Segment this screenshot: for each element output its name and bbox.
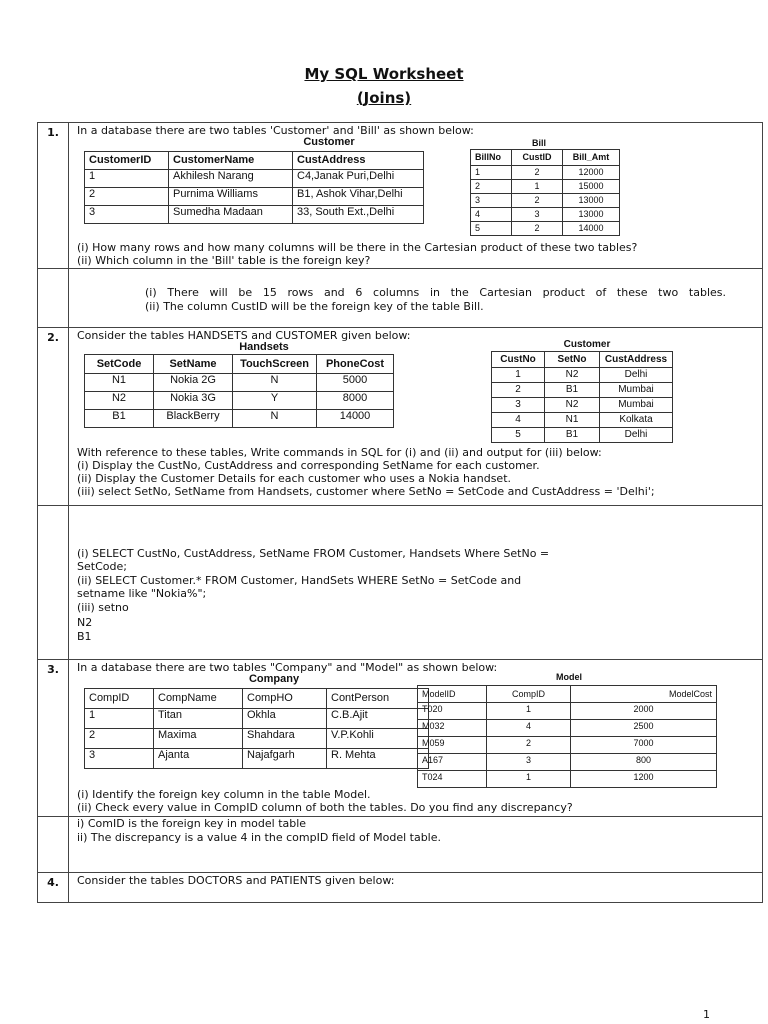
q1-row [38,123,763,269]
table-row [85,374,394,392]
table-cell: 2 [512,222,563,236]
q4-number: 4. [38,873,69,903]
table-cell: Akhilesh Narang [169,170,293,188]
q3-answer-i: i) ComID is the foreign key in model table [77,817,307,830]
table-cell: Nokia 3G [154,392,233,410]
q3-answer-cell [69,817,763,873]
table-row [85,709,429,729]
table-cell: Najafgarh [243,749,327,769]
table-cell: N [233,410,317,428]
q2-cell [69,328,763,506]
q3-company-table [84,688,429,769]
table-cell: 1 [492,368,545,383]
table-cell: 13000 [563,208,620,222]
table-cell: Okhla [243,709,327,729]
table-cell: N [233,374,317,392]
q1-bill-header: Bill_Amt [563,150,620,166]
q2-answer-line: (iii) setno [77,601,129,614]
q2-line: (i) Display the CustNo, CustAddress and corresponding SetName for each customer. [77,459,540,472]
table-cell: N2 [545,398,600,413]
table-cell: 14000 [563,222,620,236]
q1-customer-table [84,151,424,224]
table-cell: 15000 [563,180,620,194]
q2-handsets-header: SetCode [85,355,154,374]
table-cell: B1 [85,410,154,428]
table-row [492,398,673,413]
q1-question-ii: (ii) Which column in the 'Bill' table is the foreign key? [77,254,371,267]
table-cell: 2 [471,180,512,194]
table-cell: 2 [512,166,563,180]
q2-answer-line: (ii) SELECT Customer.* FROM Customer, HandSets WHERE SetNo = SetCode and [77,574,522,587]
table-cell: 2 [512,194,563,208]
q2-customer-caption: Customer [563,339,611,350]
q2-line: (iii) select SetNo, SetName from Handsets, customer where SetNo = SetCode and CustAddress = 'Delhi'; [77,485,655,498]
q1-customer-caption: Customer [303,136,355,148]
q1-answer-i: (i) There will be 15 rows and 6 columns in the Cartesian product of these two tables. [145,286,726,299]
q3-cell [69,660,763,817]
table-row [471,166,620,180]
table-cell: BlackBerry [154,410,233,428]
worksheet-table [37,122,763,903]
table-row [85,188,424,206]
table-cell: R. Mehta [327,749,429,769]
q2-answer-row [38,506,763,660]
table-row [418,771,717,788]
q4-row [38,873,763,903]
table-cell: N1 [85,374,154,392]
table-row [471,194,620,208]
q2-customer-table [491,351,673,443]
table-cell: 2 [85,729,154,749]
q1-bill-header: BillNo [471,150,512,166]
table-cell: 3 [487,754,571,771]
table-cell: 12000 [563,166,620,180]
q2-customer-header: CustAddress [600,352,673,368]
table-cell: B1, Ashok Vihar,Delhi [293,188,424,206]
table-cell: A167 [418,754,487,771]
table-cell: 2 [492,383,545,398]
q2-handsets-table [84,354,394,428]
q3-answer-row [38,817,763,873]
table-cell: 5 [471,222,512,236]
q3-company-header: CompID [85,689,154,709]
q2-line: (ii) Display the Customer Details for each customer who uses a Nokia handset. [77,472,512,485]
table-cell: 3 [85,749,154,769]
q3-number: 3. [38,660,69,817]
table-cell: B1 [545,383,600,398]
table-cell: 4 [487,720,571,737]
q2-line: With reference to these tables, Write commands in SQL for (i) and (ii) and output for (iii) below: [77,446,602,459]
q1-customer-header: CustomerName [169,152,293,170]
table-row [471,180,620,194]
q2-row [38,328,763,506]
table-cell: 1 [487,771,571,788]
q1-number: 1. [38,123,69,269]
q2-handsets-header: PhoneCost [317,355,394,374]
q3-model-header: ModelID [418,686,487,703]
table-cell: 3 [85,206,169,224]
table-cell: Nokia 2G [154,374,233,392]
page-number: 1 [703,1008,710,1021]
table-cell: B1 [545,428,600,443]
q1-bill-table [470,149,620,236]
table-row [85,410,394,428]
q2-handsets-caption: Handsets [239,341,289,353]
q3-model-table [417,685,717,788]
table-cell: 5000 [317,374,394,392]
table-cell: M059 [418,737,487,754]
q2-customer-header: SetNo [545,352,600,368]
q3-question-ii: (ii) Check every value in CompID column of both the tables. Do you find any discrepancy? [77,801,573,814]
table-cell: 14000 [317,410,394,428]
table-cell: V.P.Kohli [327,729,429,749]
table-row [492,383,673,398]
table-cell: N1 [545,413,600,428]
table-row [85,170,424,188]
q2-answer-line: (i) SELECT CustNo, CustAddress, SetName FROM Customer, Handsets Where SetNo = [77,547,550,560]
q3-model-header: CompID [487,686,571,703]
q1-bill-header: CustID [512,150,563,166]
table-cell: C.B.Ajit [327,709,429,729]
table-cell: 3 [492,398,545,413]
table-cell: T020 [418,703,487,720]
q1-customer-header: CustomerID [85,152,169,170]
table-cell: N2 [545,368,600,383]
q2-answer-cell [69,506,763,660]
table-row [85,392,394,410]
table-cell: 13000 [563,194,620,208]
table-cell: 800 [571,754,717,771]
table-row [418,703,717,720]
table-cell: 1 [512,180,563,194]
table-cell: 33, South Ext.,Delhi [293,206,424,224]
table-cell: 2000 [571,703,717,720]
table-cell: Mumbai [600,398,673,413]
table-cell: 1 [85,170,169,188]
q2-number: 2. [38,328,69,506]
q3-row [38,660,763,817]
table-cell: C4,Janak Puri,Delhi [293,170,424,188]
table-cell: Delhi [600,368,673,383]
table-cell: Purnima Williams [169,188,293,206]
table-cell: 3 [471,194,512,208]
q1-bill-caption: Bill [531,138,546,148]
table-cell: 2 [487,737,571,754]
table-cell: 1 [487,703,571,720]
table-row [492,368,673,383]
table-cell: 2500 [571,720,717,737]
q2-handsets-header: TouchScreen [233,355,317,374]
q1-prompt: In a database there are two tables 'Customer' and 'Bill' as shown below: [77,124,474,137]
q3-company-header: CompHO [243,689,327,709]
table-cell: 1200 [571,771,717,788]
table-cell: N2 [85,392,154,410]
table-cell: 8000 [317,392,394,410]
table-cell: Shahdara [243,729,327,749]
q3-model-header: ModelCost [571,686,717,703]
q1-answer-row [38,269,763,328]
table-cell: 1 [85,709,154,729]
page-title: My SQL Worksheet [304,65,464,83]
table-cell: Y [233,392,317,410]
q4-prompt: Consider the tables DOCTORS and PATIENTS given below: [77,874,395,887]
q3-prompt: In a database there are two tables "Company" and "Model" as shown below: [77,661,498,674]
q3-company-header: ContPerson [327,689,429,709]
table-cell: Titan [154,709,243,729]
table-cell: 2 [85,188,169,206]
table-row [492,413,673,428]
table-cell: 7000 [571,737,717,754]
table-cell: Delhi [600,428,673,443]
q1-answer-cell [69,269,763,328]
q2-answer-line: B1 [77,630,92,643]
page-subtitle: (Joins) [356,89,412,107]
table-row [418,737,717,754]
table-cell: 1 [471,166,512,180]
q2-answer-line: N2 [77,616,93,629]
q1-customer-header: CustAddress [293,152,424,170]
table-row [85,729,429,749]
table-row [492,428,673,443]
q1-answer-ii: (ii) The column CustID will be the foreign key of the table Bill. [145,300,484,313]
table-row [471,208,620,222]
q2-prompt: Consider the tables HANDSETS and CUSTOMER given below: [77,329,411,342]
table-cell: M032 [418,720,487,737]
table-cell: Kolkata [600,413,673,428]
table-cell: Maxima [154,729,243,749]
q3-model-caption: Model [556,672,582,682]
q2-customer-header: CustNo [492,352,545,368]
q2-answer-line: setname like "Nokia%"; [77,587,207,600]
q2-answer-line: SetCode; [77,560,127,573]
table-cell: Ajanta [154,749,243,769]
q1-question-i: (i) How many rows and how many columns will be there in the Cartesian product of these two tables? [77,241,638,254]
q3-company-caption: Company [248,673,300,685]
q3-answer-ii: ii) The discrepancy is a value 4 in the compID field of Model table. [77,831,441,844]
q2-handsets-header: SetName [154,355,233,374]
table-row [85,206,424,224]
table-row [418,754,717,771]
table-row [418,720,717,737]
q4-cell [69,873,763,903]
table-cell: Sumedha Madaan [169,206,293,224]
table-row [471,222,620,236]
table-row [85,749,429,769]
table-cell: Mumbai [600,383,673,398]
q3-question-i: (i) Identify the foreign key column in the table Model. [77,788,371,801]
table-cell: 3 [512,208,563,222]
table-cell: 4 [471,208,512,222]
table-cell: 5 [492,428,545,443]
q1-cell [69,123,763,269]
q3-company-header: CompName [154,689,243,709]
table-cell: T024 [418,771,487,788]
table-cell: 4 [492,413,545,428]
